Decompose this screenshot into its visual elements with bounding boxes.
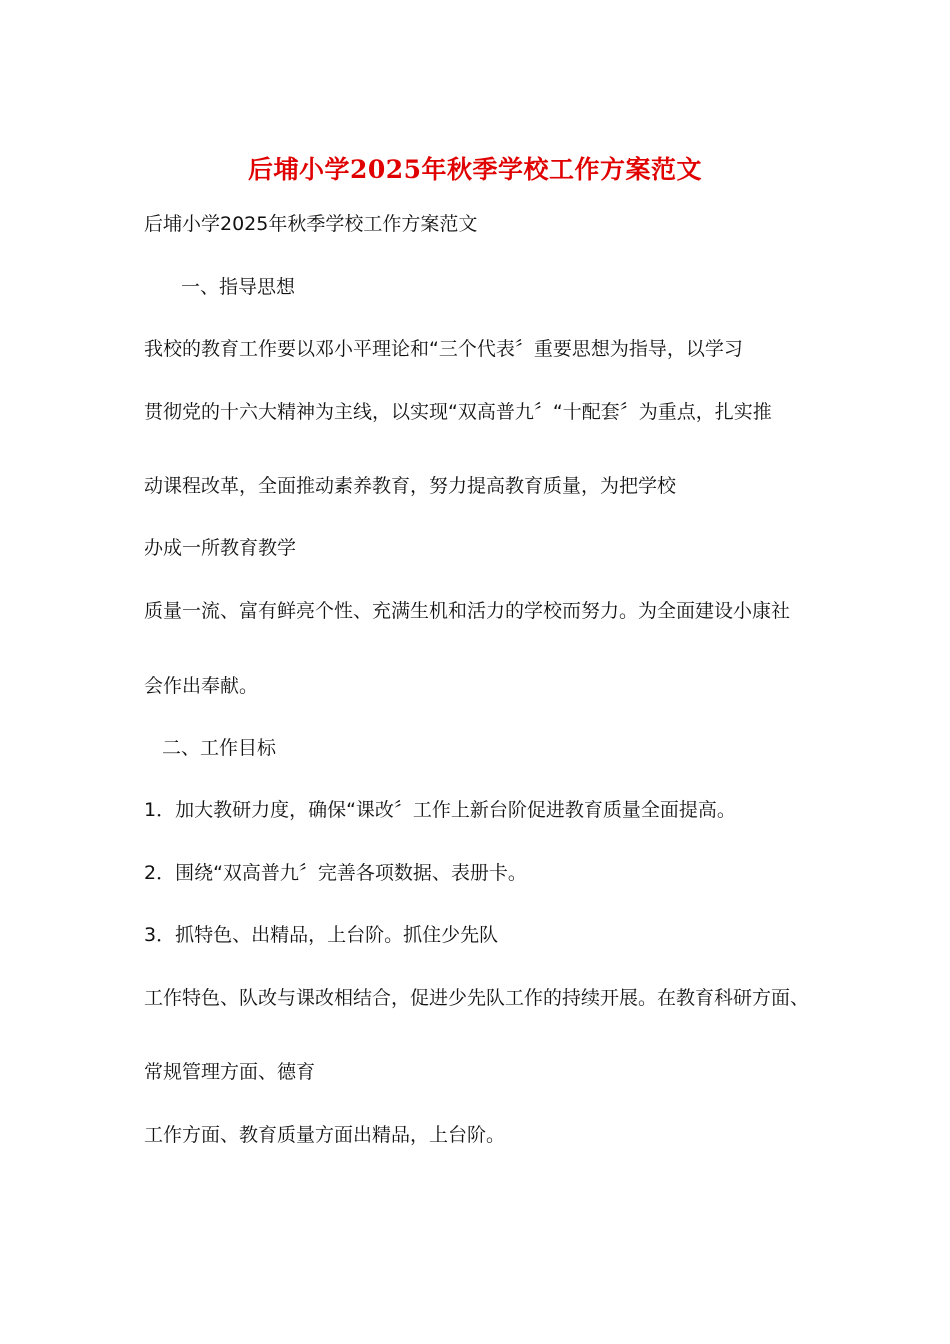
paragraph-line: 常规管理方面、德育: [144, 1061, 316, 1083]
document-title: 后埔小学2025年秋季学校工作方案范文: [247, 155, 703, 184]
paragraph-line: 工作方面、教育质量方面出精品，上台阶。: [144, 1124, 506, 1146]
paragraph-line: 动课程改革，全面推动素养教育，努力提高教育质量，为把学校: [144, 475, 677, 497]
paragraph-line: 办成一所教育教学: [144, 537, 297, 559]
goal-item: 3．抓特色、出精品，上台阶。抓住少先队: [144, 924, 499, 946]
goal-item: 2．围绕“双高普九〞完善各项数据、表册卡。: [144, 862, 527, 884]
paragraph-line: 我校的教育工作要以邓小平理论和“三个代表〞重要思想为指导，以学习: [144, 338, 743, 360]
section-heading-work-goals: 二、工作目标: [162, 737, 277, 759]
paragraph-line: 会作出奉献。: [144, 675, 259, 697]
goal-item: 1．加大教研力度，确保“课改〞工作上新台阶促进教育质量全面提高。: [144, 799, 736, 821]
section-heading-guiding-ideology: 一、指导思想: [181, 276, 296, 298]
paragraph-line: 质量一流、富有鲜亮个性、充满生机和活力的学校而努力。为全面建设小康社: [144, 600, 791, 622]
paragraph-line: 工作特色、队改与课改相结合，促进少先队工作的持续开展。在教育科研方面、: [144, 987, 810, 1009]
paragraph-line: 贯彻党的十六大精神为主线，以实现“双高普九〞“十配套〞为重点，扎实推: [144, 401, 772, 423]
subtitle-line: 后埔小学2025年秋季学校工作方案范文: [144, 213, 478, 235]
